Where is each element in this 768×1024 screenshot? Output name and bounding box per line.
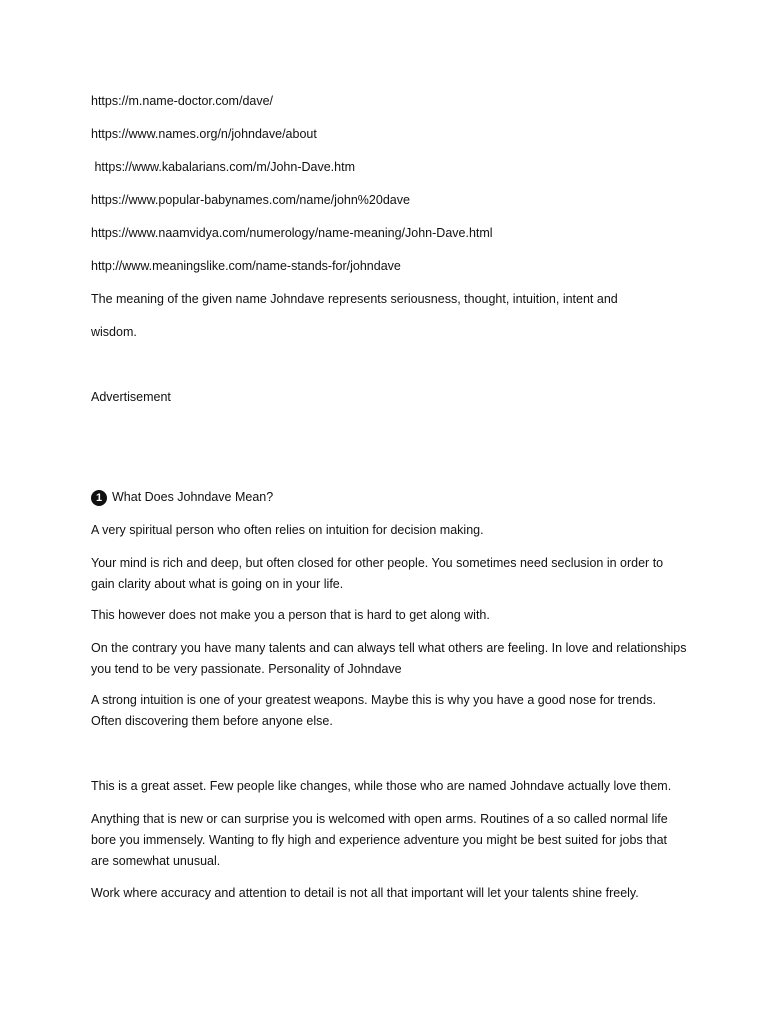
circled-number-one-icon: 1 [91, 490, 107, 506]
link-names-org[interactable]: https://www.names.org/n/johndave/about [91, 127, 317, 141]
paragraph-1: A very spiritual person who often relies on intuition for decision making. [91, 523, 484, 537]
intro-text-line-2: wisdom. [91, 325, 137, 339]
link-meaningslike[interactable]: http://www.meaningslike.com/name-stands-for/johndave [91, 259, 401, 273]
paragraph-3: This however does not make you a person that is hard to get along with. [91, 608, 490, 622]
link-naamvidya[interactable]: https://www.naamvidya.com/numerology/name-meaning/John-Dave.html [91, 226, 493, 240]
link-name-doctor[interactable]: https://m.name-doctor.com/dave/ [91, 94, 274, 108]
paragraph-2: Your mind is rich and deep, but often closed for other people. You sometimes need seclusion in order to gain clarity about what is going on in your life. [91, 556, 664, 591]
link-kabalarians[interactable]: https://www.kabalarians.com/m/John-Dave.htm [91, 160, 355, 174]
paragraph-8: Work where accuracy and attention to detail is not all that important will let your talents shine freely. [91, 886, 639, 900]
paragraph-7: Anything that is new or can surprise you is welcomed with open arms. Routines of a so called normal life bore you immensely. Wanting to fly high and experience adventure you might be best suited for jobs that are somewhat unusual. [91, 812, 668, 868]
section-heading-text: What Does Johndave Mean? [112, 490, 274, 504]
link-popular-babynames[interactable]: https://www.popular-babynames.com/name/john%20dave [91, 193, 410, 207]
paragraph-5: A strong intuition is one of your greatest weapons. Maybe this is why you have a good nose for trends. Often discovering them before anyone else. [91, 693, 656, 728]
section-heading [91, 487, 691, 508]
advertisement-label: Advertisement [91, 390, 171, 404]
paragraph-6: This is a great asset. Few people like changes, while those who are named Johndave actually love them. [91, 779, 672, 793]
paragraph-4: On the contrary you have many talents and can always tell what others are feeling. In love and relationships you tend to be very passionate. Personality of Johndave [91, 641, 687, 676]
intro-text-line-1: The meaning of the given name Johndave represents seriousness, thought, intuition, intent and [91, 292, 618, 306]
